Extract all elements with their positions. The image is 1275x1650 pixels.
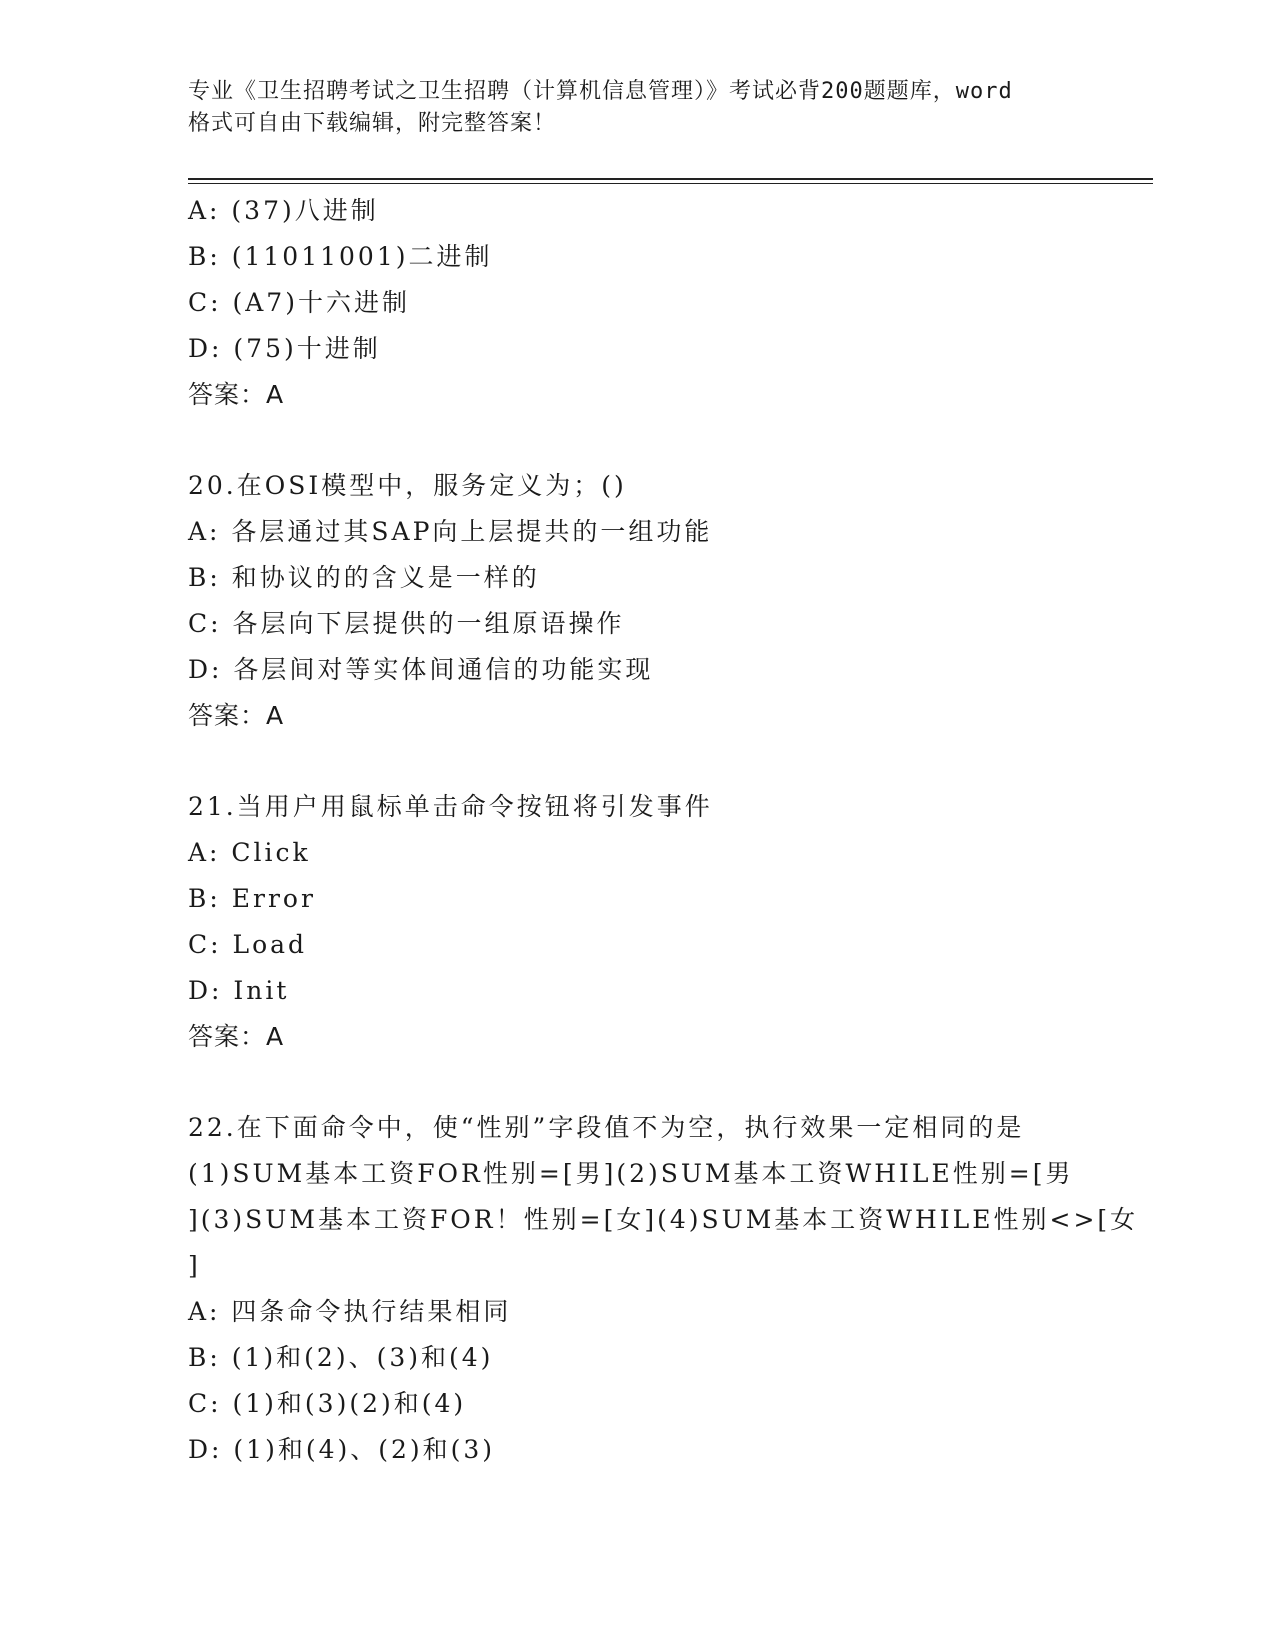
- option-a: A: Click: [188, 838, 311, 867]
- question-stem-line-3: ](3)SUM基本工资FOR！性别=[女](4)SUM基本工资WHILE性别<>[女: [188, 1205, 1139, 1234]
- option-c: C: (1)和(3)(2)和(4): [188, 1389, 467, 1418]
- option-d: D: (75)十进制: [188, 334, 381, 363]
- answer-label: 答案：A: [188, 701, 285, 730]
- answer-label: 答案：A: [188, 380, 285, 409]
- question-stem: 20.在OSI模型中，服务定义为；(): [188, 471, 627, 500]
- question-19: [188, 188, 1088, 418]
- option-c: C: Load: [188, 930, 308, 959]
- spacer: [188, 1060, 1088, 1105]
- question-21: [188, 784, 1088, 1060]
- option-a: A: 各层通过其SAP向上层提共的一组功能: [188, 517, 713, 546]
- option-b: B: 和协议的的含义是一样的: [188, 563, 540, 592]
- header-line-1: 专业《卫生招聘考试之卫生招聘（计算机信息管理）》考试必背200题题库，word: [188, 79, 1013, 104]
- option-a: A: 四条命令执行结果相同: [188, 1297, 512, 1326]
- document-header: [188, 76, 1088, 140]
- header-line-2: 格式可自由下载编辑，附完整答案！: [188, 111, 557, 136]
- option-c: C: 各层向下层提供的一组原语操作: [188, 609, 625, 638]
- option-d: D: (1)和(4)、(2)和(3): [188, 1435, 496, 1464]
- option-a: A: (37)八进制: [188, 196, 379, 225]
- question-list: [188, 188, 1139, 1473]
- header-divider: [188, 178, 1153, 184]
- question-stem-line-2: (1)SUM基本工资FOR性别=[男](2)SUM基本工资WHILE性别=[男: [188, 1159, 1074, 1188]
- question-22: [188, 1105, 1139, 1473]
- option-b: B: (1)和(2)、(3)和(4): [188, 1343, 494, 1372]
- question-20: [188, 463, 1088, 739]
- option-c: C: (A7)十六进制: [188, 288, 410, 317]
- answer-label: 答案：A: [188, 1022, 285, 1051]
- question-stem-line-4: ]: [188, 1251, 201, 1280]
- option-b: B: (11011001)二进制: [188, 242, 493, 271]
- option-b: B: Error: [188, 884, 316, 913]
- question-stem: 21.当用户用鼠标单击命令按钮将引发事件: [188, 792, 713, 821]
- question-stem-line-1: 22.在下面命令中，使“性别”字段值不为空，执行效果一定相同的是: [188, 1113, 1025, 1142]
- option-d: D: 各层间对等实体间通信的功能实现: [188, 655, 654, 684]
- spacer: [188, 739, 1088, 784]
- spacer: [188, 418, 1088, 463]
- option-d: D: Init: [188, 976, 290, 1005]
